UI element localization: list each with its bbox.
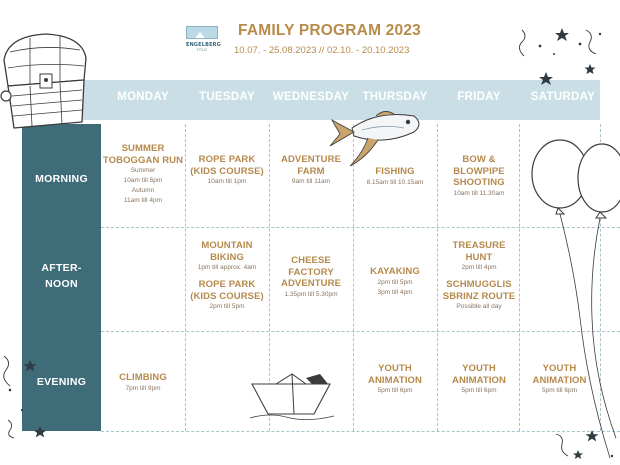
star-icon xyxy=(548,420,620,465)
activity-name: YOUTH xyxy=(462,363,496,374)
logo-brand: ENGELBERG xyxy=(186,42,221,48)
star-icon xyxy=(510,24,610,86)
activity-name: KAYAKING xyxy=(370,266,420,277)
activity-name: ROPE PARK xyxy=(198,279,256,290)
day-tuesday: TUESDAY xyxy=(199,91,255,103)
activity-name: YOUTH xyxy=(542,363,577,374)
activity-time: 10am till 5pm xyxy=(123,177,163,184)
cell-thursday-afternoon xyxy=(353,266,437,298)
activity-name: MOUNTAIN xyxy=(201,240,253,251)
activity-name: BLOWPIPE xyxy=(453,165,505,177)
cell-tuesday-afternoon xyxy=(185,240,269,312)
cell-wednesday-afternoon xyxy=(269,255,353,300)
activity-time: 11am till 4pm xyxy=(123,197,163,204)
logo-sub: TITLIS xyxy=(196,48,208,52)
fish-icon xyxy=(328,106,424,170)
activity-time: 5pm till 6pm xyxy=(377,387,413,394)
activity-name: SHOOTING xyxy=(453,177,505,188)
period-afternoon-line1: AFTER- xyxy=(41,262,82,274)
cell-monday-evening xyxy=(101,372,185,394)
activity-name: ROPE PARK xyxy=(198,154,256,165)
activity-name: YOUTH xyxy=(378,363,412,374)
activity-time: 5pm till 6pm xyxy=(541,387,578,394)
day-wednesday: WEDNESDAY xyxy=(272,91,350,103)
activity-name: TOBOGGAN RUN xyxy=(102,154,184,166)
activity-time: 5pm till 6pm xyxy=(461,387,497,394)
logo-mountain-icon xyxy=(186,26,218,39)
period-afternoon-line2: NOON xyxy=(45,278,78,290)
day-friday: FRIDAY xyxy=(457,91,501,103)
period-morning: MORNING xyxy=(35,173,88,185)
activity-name: FACTORY xyxy=(288,266,334,278)
activity-name: BIKING xyxy=(210,251,244,263)
activity-time: Possible all day xyxy=(456,303,502,310)
activity-name: (KIDS COURSE) xyxy=(190,290,264,302)
activity-name: SUMMER xyxy=(121,143,165,154)
activity-time: 3pm till 4pm xyxy=(377,288,413,296)
balloons-icon xyxy=(530,138,620,465)
activity-time: 10am till 11.30am xyxy=(453,189,505,197)
activity-name: HUNT xyxy=(465,251,493,263)
activity-time: 7pm till 9pm xyxy=(125,384,161,392)
period-evening: EVENING xyxy=(36,376,87,388)
cell-monday-morning xyxy=(101,143,185,206)
activity-time: 2pm till 5pm xyxy=(377,278,413,286)
cell-tuesday-morning xyxy=(185,154,269,187)
activity-name: FARM xyxy=(297,165,325,177)
activity-name: ANIMATION xyxy=(451,374,507,386)
activity-name: TREASURE xyxy=(452,240,506,251)
activity-time: Autumn xyxy=(131,187,155,194)
activity-time: 2pm till 4pm xyxy=(461,264,497,271)
activity-name: CLIMBING xyxy=(119,372,167,383)
activity-name: FISHING xyxy=(375,166,415,177)
activity-name: ADVENTURE xyxy=(280,278,341,289)
cell-friday-afternoon xyxy=(437,240,521,312)
star-icon xyxy=(0,350,70,440)
treasure-chest-icon xyxy=(0,30,92,130)
activity-time: 9am till 11am xyxy=(291,178,331,185)
activity-name: BOW & xyxy=(462,154,496,165)
cell-friday-evening xyxy=(437,363,521,396)
day-monday: MONDAY xyxy=(117,91,169,103)
activity-name: (KIDS COURSE) xyxy=(190,165,264,177)
cell-friday-morning xyxy=(437,154,521,199)
activity-name: SBRINZ ROUTE xyxy=(442,290,516,302)
activity-name: CHEESE xyxy=(291,255,331,266)
cell-thursday-evening xyxy=(353,363,437,396)
day-saturday: SATURDAY xyxy=(530,91,596,103)
paper-boat-icon xyxy=(250,372,334,422)
activity-name: ADVENTURE xyxy=(280,154,341,165)
activity-time: Summer xyxy=(130,167,156,174)
activity-time: 10am till 1pm xyxy=(207,178,247,185)
day-thursday: THURSDAY xyxy=(362,91,428,103)
activity-time: 2pm till 5pm xyxy=(209,303,245,310)
date-range: 10.07. - 25.08.2023 // 02.10. - 20.10.2023 xyxy=(234,45,410,56)
activity-time: 8.15am till 10.15am xyxy=(366,178,424,186)
activity-time: 1.35pm till 5.30pm xyxy=(284,290,338,298)
activity-name: ANIMATION xyxy=(532,374,587,386)
page-title: FAMILY PROGRAM 2023 xyxy=(238,22,421,39)
activity-time: 1pm till approx. 4am xyxy=(197,264,257,271)
activity-name: SCHMUGGLIS xyxy=(446,279,512,290)
activity-name: ANIMATION xyxy=(367,374,423,386)
engelberg-logo xyxy=(186,26,221,64)
